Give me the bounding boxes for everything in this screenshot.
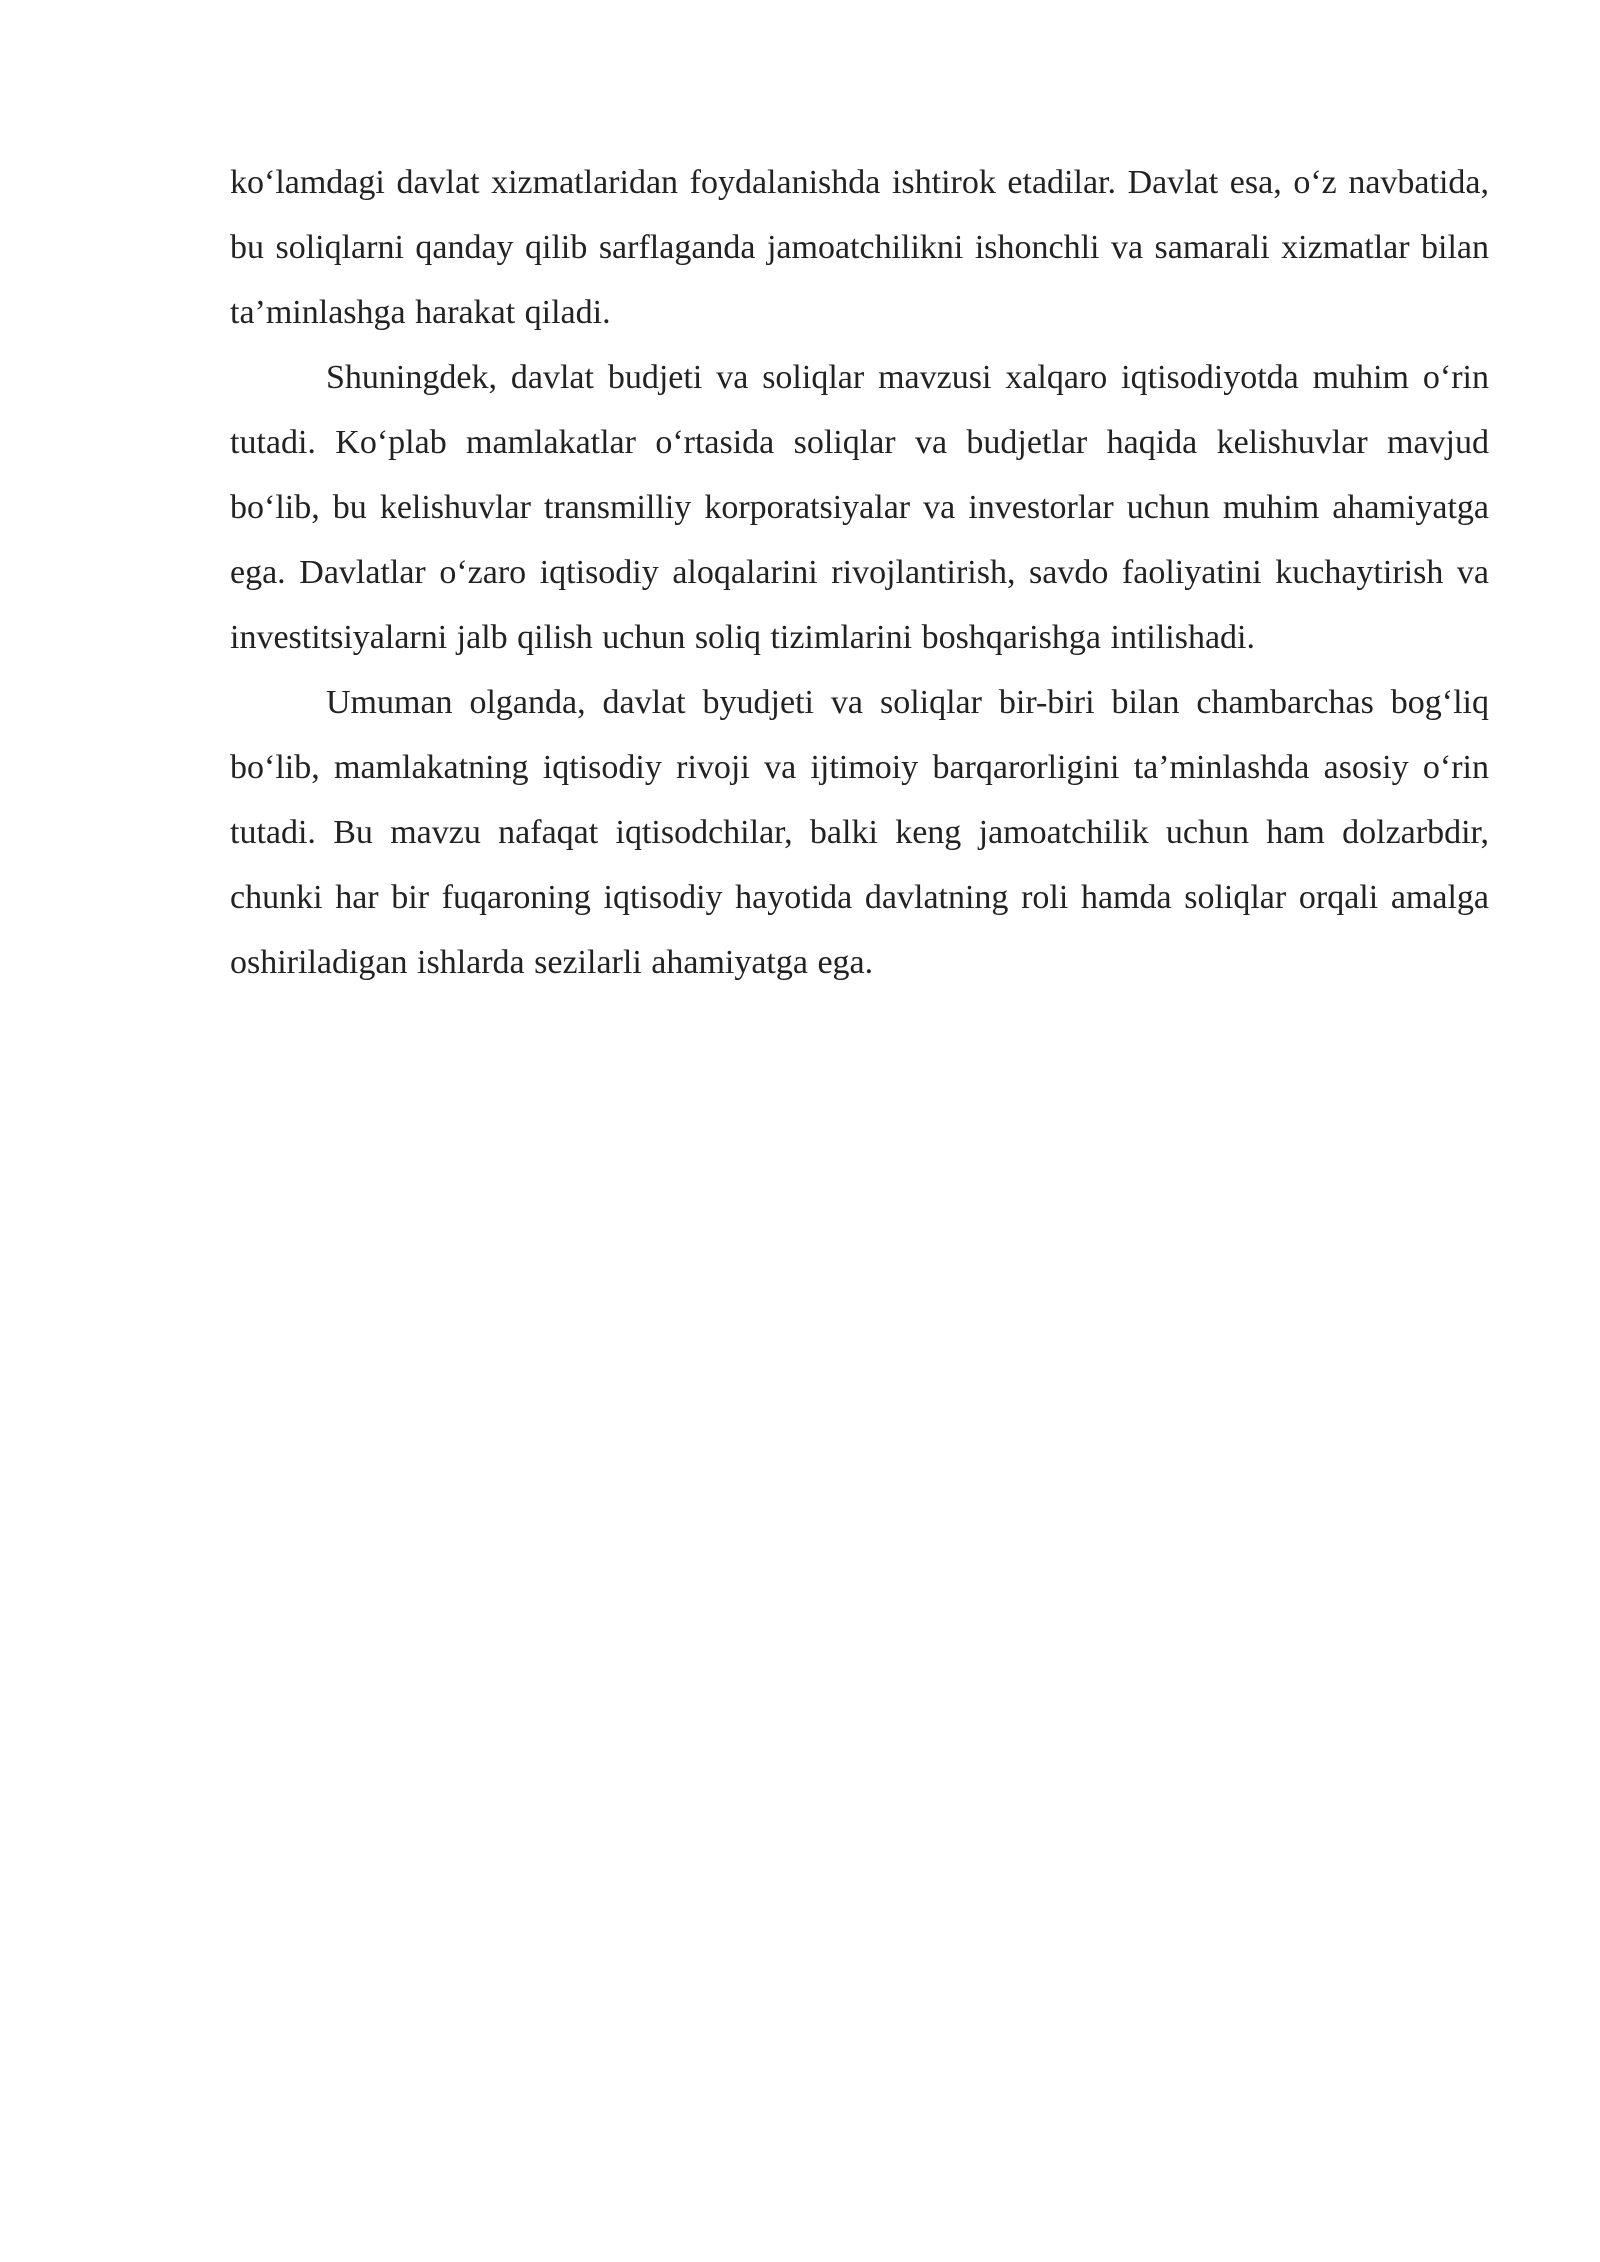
paragraph-conclusion: Umuman olganda, davlat byudjeti va soliqlar bir-biri bilan chambarchas bog‘liq bo‘lib, mamlakatning iqtisodiy rivoji va ijtimoiy barqarorligini ta’minlashda asosiy o‘rin tutadi. Bu mavzu nafaqat iqtisodchilar, balki keng jamoatchilik uchun ham dolzarbdir, chunki har bir fuqaroning iqtisodiy hayotida davlatning roli hamda soliqlar orqali amalga oshiriladigan ishlarda sezilarli ahamiyatga ega. bbox=[230, 684, 1489, 981]
paragraph-continuation: ko‘lamdagi davlat xizmatlaridan foydalanishda ishtirok etadilar. Davlat esa, o‘z navbatida, bu soliqlarni qanday qilib sarflaganda jamoatchilikni ishonchli va samarali xizmatlar bilan ta’minlashga harakat qiladi. bbox=[230, 164, 1489, 331]
paragraph-international-economy: Shuningdek, davlat budjeti va soliqlar mavzusi xalqaro iqtisodiyotda muhim o‘rin tutadi. Ko‘plab mamlakatlar o‘rtasida soliqlar va budjetlar haqida kelishuvlar mavjud bo‘lib, bu kelishuvlar transmilliy korporatsiyalar va investorlar uchun muhim ahamiyatga ega. Davlatlar o‘zaro iqtisodiy aloqalarini rivojlantirish, savdo faoliyatini kuchaytirish va investitsiyalarni jalb qilish uchun soliq tizimlarini boshqarishga intilishadi. bbox=[230, 359, 1489, 656]
document-page bbox=[230, 150, 1489, 995]
